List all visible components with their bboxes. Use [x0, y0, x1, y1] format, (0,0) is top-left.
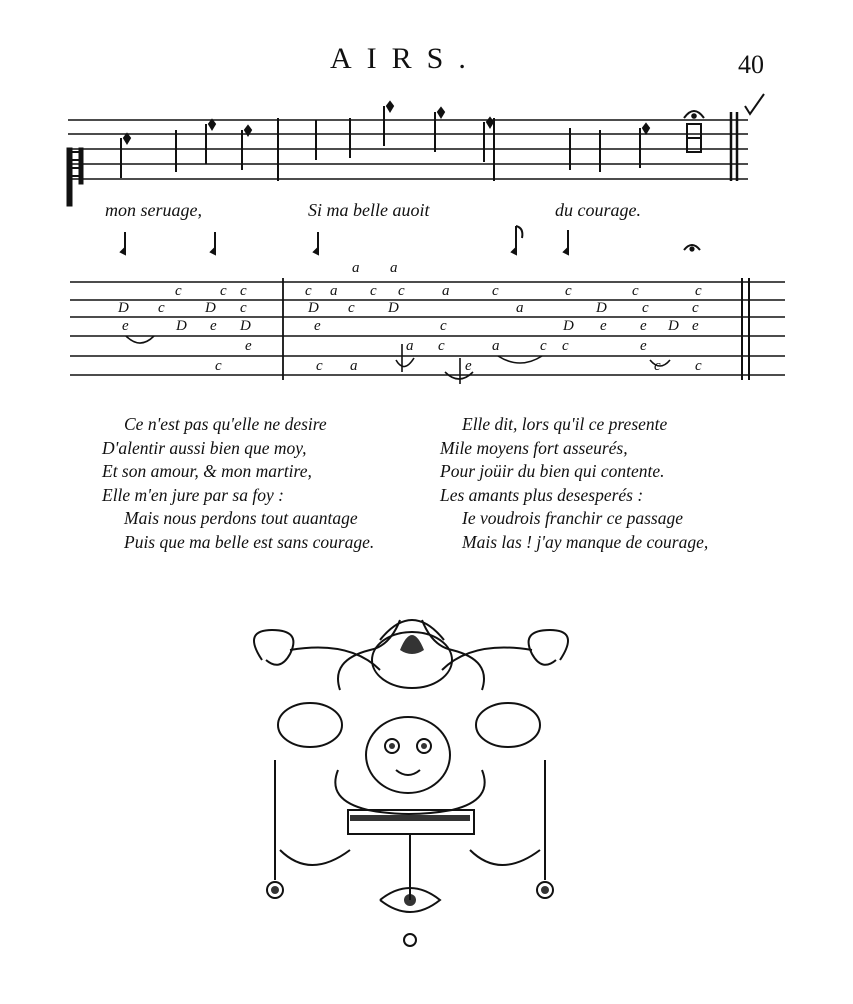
svg-text:e: e	[692, 318, 699, 334]
verse-line: Les amants plus desesperés :	[440, 484, 644, 505]
verse-line: Pour joüir du bien qui contente.	[440, 461, 665, 481]
svg-text:c: c	[215, 358, 222, 374]
svg-text:c: c	[240, 300, 247, 316]
verse-line: D'alentir aussi bien que moy,	[102, 437, 307, 458]
svg-text:c: c	[158, 300, 165, 316]
rhythm-flags	[121, 226, 700, 254]
page-title: AIRS.	[330, 42, 481, 75]
svg-text:c: c	[348, 300, 355, 316]
lyric-fragment-2: Si ma belle auoit	[308, 200, 430, 220]
svg-text:e: e	[465, 358, 472, 374]
svg-text:c: c	[240, 283, 247, 299]
svg-text:D: D	[388, 300, 399, 316]
svg-text:e: e	[245, 338, 252, 354]
svg-text:c: c	[316, 358, 323, 374]
svg-text:D: D	[308, 300, 319, 316]
svg-text:c: c	[305, 283, 312, 299]
svg-text:c: c	[540, 338, 547, 354]
svg-text:a: a	[406, 338, 414, 354]
svg-text:c: c	[562, 338, 569, 354]
lyric-fragment-1: mon seruage,	[105, 200, 202, 220]
svg-text:a: a	[442, 283, 450, 299]
svg-text:D: D	[240, 318, 251, 334]
verse-line: Ce n'est pas qu'elle ne desire	[124, 414, 327, 434]
verse-line: Puis que ma belle est sans courage.	[124, 531, 375, 552]
svg-text:c: c	[440, 318, 447, 334]
svg-text:a: a	[492, 338, 500, 354]
verse-line: Mile moyens fort asseurés,	[440, 437, 628, 458]
svg-text:D: D	[118, 300, 129, 316]
lyric-fragment-3: du courage.	[555, 200, 641, 220]
svg-text:e: e	[640, 318, 647, 334]
verse-line: Elle dit, lors qu'il ce presente	[462, 414, 668, 434]
svg-text:e: e	[122, 318, 129, 334]
verse-line: Elle m'en jure par sa foy :	[102, 484, 284, 505]
svg-text:D: D	[596, 300, 607, 316]
svg-text:c: c	[565, 283, 572, 299]
verse-line: Mais nous perdons tout auantage	[124, 508, 358, 528]
svg-text:a: a	[390, 260, 398, 276]
svg-text:c: c	[492, 283, 499, 299]
svg-text:e: e	[600, 318, 607, 334]
svg-text:a: a	[330, 283, 338, 299]
c-clef-icon	[67, 148, 83, 206]
page-number: 40	[738, 50, 764, 79]
svg-text:D: D	[668, 318, 679, 334]
svg-text:D: D	[176, 318, 187, 334]
svg-text:c: c	[175, 283, 182, 299]
svg-text:D: D	[563, 318, 574, 334]
svg-text:a: a	[352, 260, 360, 276]
verse-line: Et son amour, & mon martire,	[102, 461, 312, 481]
svg-text:c: c	[654, 358, 661, 374]
verse-right	[440, 413, 708, 554]
voice-notes	[121, 102, 649, 178]
verse-line: Ie voudrois franchir ce passage	[462, 508, 683, 528]
fermata-icon	[684, 111, 704, 152]
verse-line: Mais las ! j'ay manque de courage,	[462, 531, 709, 552]
svg-text:c: c	[695, 283, 702, 299]
svg-text:c: c	[632, 283, 639, 299]
svg-text:c: c	[398, 283, 405, 299]
svg-text:c: c	[642, 300, 649, 316]
svg-text:c: c	[220, 283, 227, 299]
svg-text:c: c	[692, 300, 699, 316]
svg-text:D: D	[205, 300, 216, 316]
tablature-slurs	[126, 336, 670, 384]
svg-text:c: c	[695, 358, 702, 374]
verse-left	[102, 413, 374, 554]
svg-text:a: a	[350, 358, 358, 374]
svg-text:a: a	[516, 300, 524, 316]
svg-text:e: e	[314, 318, 321, 334]
svg-text:c: c	[370, 283, 377, 299]
svg-text:e: e	[640, 338, 647, 354]
custos-icon	[745, 94, 764, 114]
svg-text:e: e	[210, 318, 217, 334]
svg-text:c: c	[438, 338, 445, 354]
